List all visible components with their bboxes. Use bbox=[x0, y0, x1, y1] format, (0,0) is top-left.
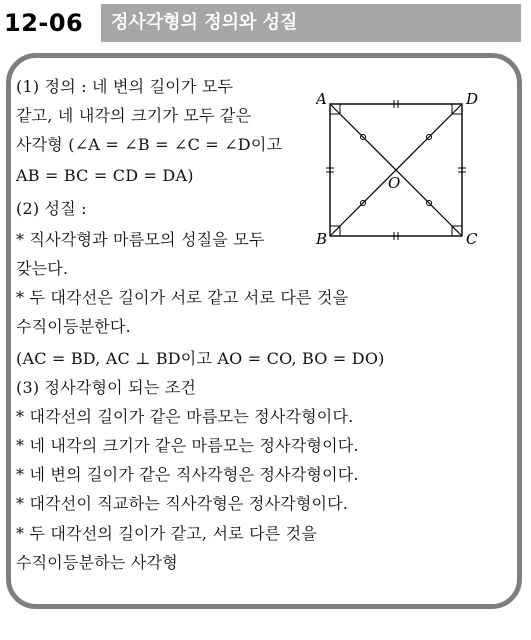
property-line-1: * 직사각형과 마름모의 성질을 모두 bbox=[16, 230, 265, 249]
vertex-label-c: C bbox=[466, 230, 478, 248]
property-line-3: * 두 대각선은 길이가 서로 같고 서로 다른 것을 bbox=[16, 288, 349, 307]
center-label-o: O bbox=[388, 174, 401, 192]
section-header bbox=[0, 0, 531, 48]
definition-line-4: AB = BC = CD = DA) bbox=[16, 166, 194, 185]
condition-line-6: 수직이등분하는 사각형 bbox=[16, 553, 178, 572]
square-figure bbox=[316, 90, 486, 250]
property-heading: (2) 성질 : bbox=[16, 199, 87, 218]
vertex-label-b: B bbox=[316, 230, 328, 248]
property-line-4: 수직이등분한다. bbox=[16, 317, 131, 336]
section-title: 정사각형의 정의와 성질 bbox=[101, 4, 521, 42]
condition-line-4: * 대각선이 직교하는 직사각형은 정사각형이다. bbox=[16, 494, 349, 513]
definition-line-1: (1) 정의 : 네 변의 길이가 모두 bbox=[16, 77, 234, 96]
condition-line-1: * 대각선의 길이가 같은 마름모는 정사각형이다. bbox=[16, 407, 354, 426]
condition-line-3: * 네 변의 길이가 같은 직사각형은 정사각형이다. bbox=[16, 465, 359, 484]
condition-line-5: * 두 대각선의 길이가 같고, 서로 다른 것을 bbox=[16, 524, 317, 543]
condition-line-2: * 네 내각의 크기가 같은 마름모는 정사각형이다. bbox=[16, 436, 359, 455]
vertex-label-a: A bbox=[316, 90, 327, 108]
property-line-5: (AC = BD, AC ⊥ BD이고 AO = CO, BO = DO) bbox=[16, 349, 385, 368]
definition-line-2: 같고, 네 내각의 크기가 모두 같은 bbox=[16, 106, 252, 125]
section-number: 12-06 bbox=[4, 9, 84, 37]
vertex-label-d: D bbox=[466, 90, 479, 108]
definition-line-3: 사각형 (∠A = ∠B = ∠C = ∠D이고 bbox=[16, 135, 283, 154]
condition-heading: (3) 정사각형이 되는 조건 bbox=[16, 378, 197, 397]
property-line-2: 갖는다. bbox=[16, 259, 69, 278]
